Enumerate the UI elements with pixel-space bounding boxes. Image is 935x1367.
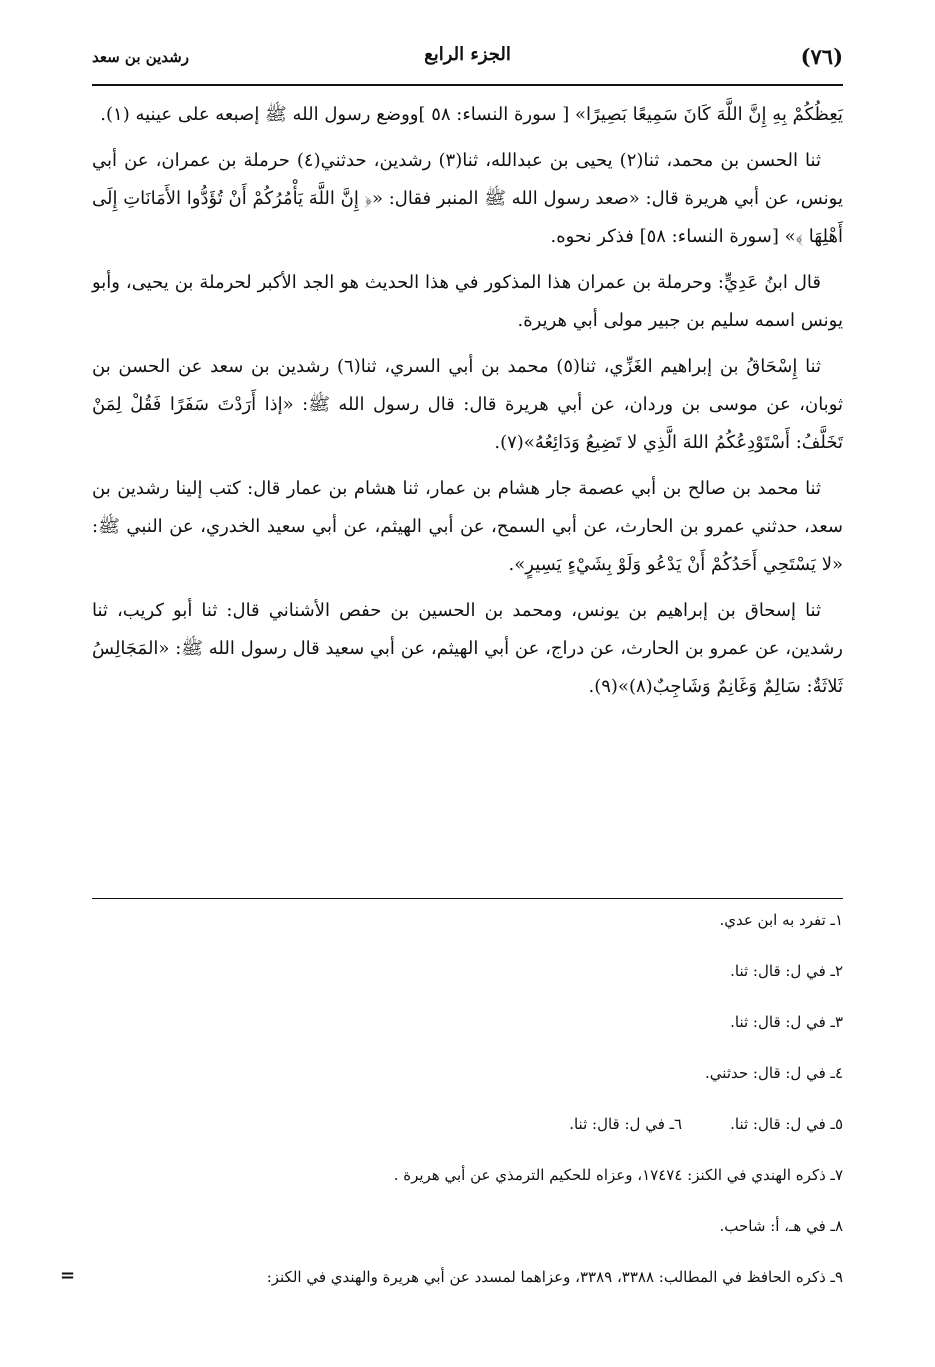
footnote-5: ٥ـ في ل: قال: ثنا. <box>730 1115 843 1133</box>
footnote-8: ٨ـ في هـ، أ: شاحب. <box>719 1217 843 1235</box>
paragraph-1: يَعِظُكُمْ بِهِ إِنَّ اللَّهَ كَانَ سَمِيعًا بَصِيرًا» [ سورة النساء: ٥٨ ]ووضع رسول الله ﷺ إصبعه على عينيه (١). <box>100 104 843 125</box>
paragraph-4: ثنا إِسْحَاقُ بن إبراهيم الغَزِّي، ثنا(٥) محمد بن أبي السري، ثنا(٦) رشدين بن سعد عن الحسن بن ثوبان، عن موسى بن وردان، عن أبي هريرة قال: قال رسول الله ﷺ: «إذا أَرَدْتَ سَفَرًا فَقُلْ لِمَنْ تَخَلَّفُ: أَسْتَوْدِعُكُمُ اللهَ الَّذِي لا تَضِيعُ وَدَائِعُهُ»(٧). <box>92 356 843 453</box>
footnote-1: ١ـ تفرد به ابن عدي. <box>719 911 843 929</box>
main-text <box>92 96 843 886</box>
footnote-7: ٧ـ ذكره الهندي في الكنز: ١٧٤٧٤، وعزاه للحكيم الترمذي عن أبي هريرة . <box>393 1166 843 1184</box>
footnote-2: ٢ـ في ل: قال: ثنا. <box>730 962 843 980</box>
footnote-3: ٣ـ في ل: قال: ثنا. <box>730 1013 843 1031</box>
paragraph-2: ثنا الحسن بن محمد، ثنا(٢) يحيى بن عبدالله، ثنا(٣) رشدين، حدثني(٤) حرملة بن عمران، عن أبي يونس، عن أبي هريرة قال: «صعد رسول الله ﷺ المنبر فقال: «﴿ إِنَّ اللَّهَ يَأْمُرُكُمْ أَنْ تُؤَدُّوا الأَمَانَاتِ إِلَى أَهْلِهَا ﴾» [سورة النساء: ٥٨] فذكر نحوه. <box>92 150 843 247</box>
paragraph-5: ثنا محمد بن صالح بن أبي عصمة جار هشام بن عمار، ثنا هشام بن عمار قال: كتب إلينا رشدين بن سعد، حدثني عمرو بن الحارث، عن أبي السمح، عن أبي الهيثم، عن أبي سعيد الخدري، عن النبي ﷺ: «لا يَسْتَحِي أَحَدُكُمْ أَنْ يَدْعُو وَلَوْ بِشَيْءٍ يَسِيرٍ». <box>92 478 843 575</box>
continuation-mark: = <box>60 1265 76 1286</box>
page-number: (٧٦) <box>800 44 843 69</box>
paragraph-3: قال ابنُ عَدِيٍّ: وحرملة بن عمران هذا المذكور في هذا الحديث هو الجد الأكبر لحرملة بن يحيى، وأبو يونس اسمه سليم بن جبير مولى أبي هريرة. <box>92 272 843 331</box>
footnote-9: ٩ـ ذكره الحافظ في المطالب: ٣٣٨٨، ٣٣٨٩، وعزاهما لمسدد عن أبي هريرة والهندي في الكنز: <box>266 1268 843 1286</box>
page-header <box>92 40 843 86</box>
running-title: رشدين بن سعد <box>92 48 189 66</box>
volume-title: الجزء الرابع <box>424 44 511 65</box>
paragraph-6: ثنا إسحاق بن إبراهيم بن يونس، ومحمد بن الحسين بن حفص الأشناني قال: ثنا أبو كريب، ثنا رشدين، عن عمرو بن الحارث، عن دراج، عن أبي الهيثم، عن أبي سعيد قال رسول الله ﷺ: «المَجَالِسُ ثَلاثَةٌ: سَالِمٌ وَغَانِمٌ وَشَاجِبٌ(٨)»(٩). <box>92 600 843 697</box>
footnote-6: ٦ـ في ل: قال: ثنا. <box>569 1115 683 1133</box>
footnote-row-5-6 <box>92 1113 843 1135</box>
footnote-4: ٤ـ في ل: قال: حدثني. <box>705 1064 843 1082</box>
footnotes <box>92 898 843 1317</box>
